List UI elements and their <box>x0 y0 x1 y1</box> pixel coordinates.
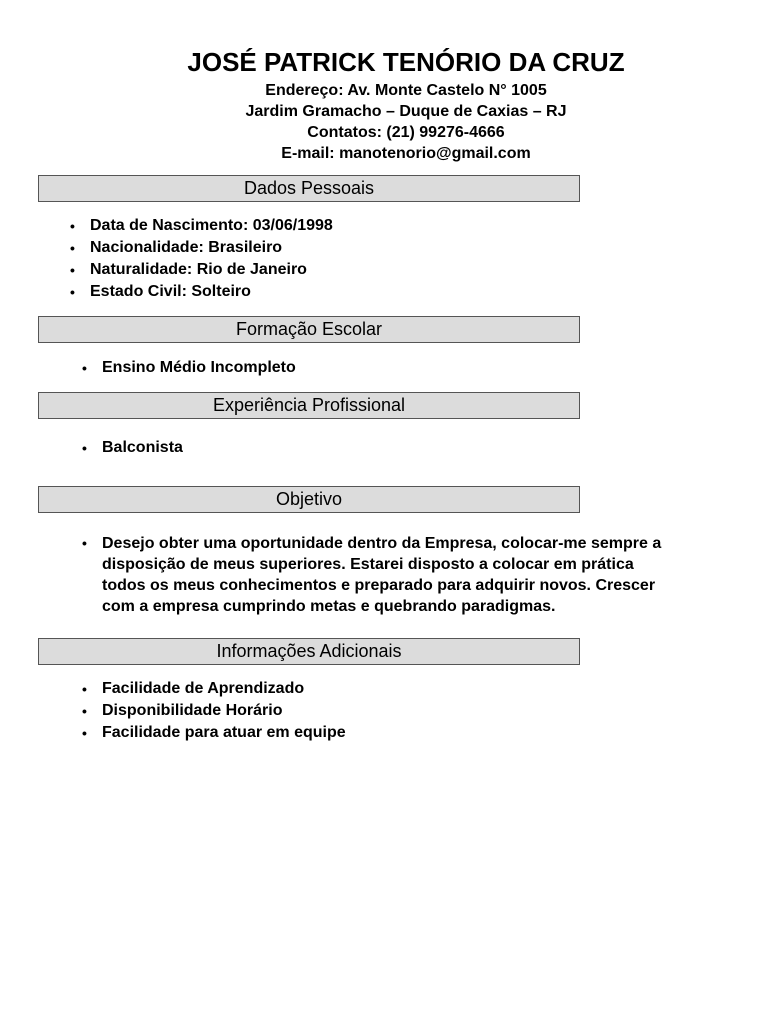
section-title-experience: Experiência Profissional <box>38 392 580 419</box>
list-item-text: Data de Nascimento: 03/06/1998 <box>90 217 333 234</box>
list-item <box>64 237 333 259</box>
list-item <box>76 678 346 700</box>
list-item <box>64 259 333 281</box>
objective-paragraph <box>76 533 661 617</box>
additional-info-list <box>76 678 346 744</box>
list-item <box>76 357 296 379</box>
section-title-personal: Dados Pessoais <box>38 175 580 202</box>
bullet-icon: • <box>82 535 87 551</box>
list-item-text: Balconista <box>102 439 183 456</box>
bullet-icon: • <box>82 703 87 719</box>
bullet-icon: • <box>82 360 87 376</box>
objective-line: com a empresa cumprindo metas e quebrando paradigmas. <box>102 598 556 615</box>
bullet-icon: • <box>70 284 75 300</box>
bullet-icon: • <box>82 681 87 697</box>
list-item-text: Disponibilidade Horário <box>102 702 283 719</box>
email-line: E-mail: manotenorio@gmail.com <box>281 145 531 162</box>
list-item-text: Nacionalidade: Brasileiro <box>90 239 283 256</box>
contacts-line: Contatos: (21) 99276-4666 <box>307 124 505 141</box>
address-line: Endereço: Av. Monte Castelo N° 1005 <box>265 82 547 99</box>
objective-line: disposição de meus superiores. Estarei disposto a colocar em prática <box>102 556 634 573</box>
list-item-text: Naturalidade: Rio de Janeiro <box>90 261 307 278</box>
section-title-additional: Informações Adicionais <box>38 638 580 665</box>
list-item <box>76 700 346 722</box>
list-item-text: Facilidade de Aprendizado <box>102 680 305 697</box>
bullet-icon: • <box>82 725 87 741</box>
personal-info-list <box>64 215 333 303</box>
list-item <box>76 722 346 744</box>
objective-line: Desejo obter uma oportunidade dentro da Empresa, colocar-me sempre a <box>102 535 662 552</box>
list-item <box>64 215 333 237</box>
bullet-icon: • <box>70 240 75 256</box>
education-list <box>76 357 296 379</box>
neighborhood-line: Jardim Gramacho – Duque de Caxias – RJ <box>245 103 567 120</box>
list-item-text: Estado Civil: Solteiro <box>90 283 251 300</box>
list-item-text: Ensino Médio Incompleto <box>102 359 296 376</box>
list-item <box>64 281 333 303</box>
section-title-objective: Objetivo <box>38 486 580 513</box>
objective-list <box>76 533 661 617</box>
section-title-education: Formação Escolar <box>38 316 580 343</box>
candidate-name: JOSÉ PATRICK TENÓRIO DA CRUZ <box>187 47 625 77</box>
resume-header <box>0 44 768 164</box>
bullet-icon: • <box>82 440 87 456</box>
list-item <box>76 437 183 459</box>
objective-line: todos os meus conhecimentos e preparado para adquirir novos. Crescer <box>102 577 656 594</box>
bullet-icon: • <box>70 262 75 278</box>
experience-list <box>76 437 183 459</box>
bullet-icon: • <box>70 218 75 234</box>
list-item-text: Facilidade para atuar em equipe <box>102 724 346 741</box>
